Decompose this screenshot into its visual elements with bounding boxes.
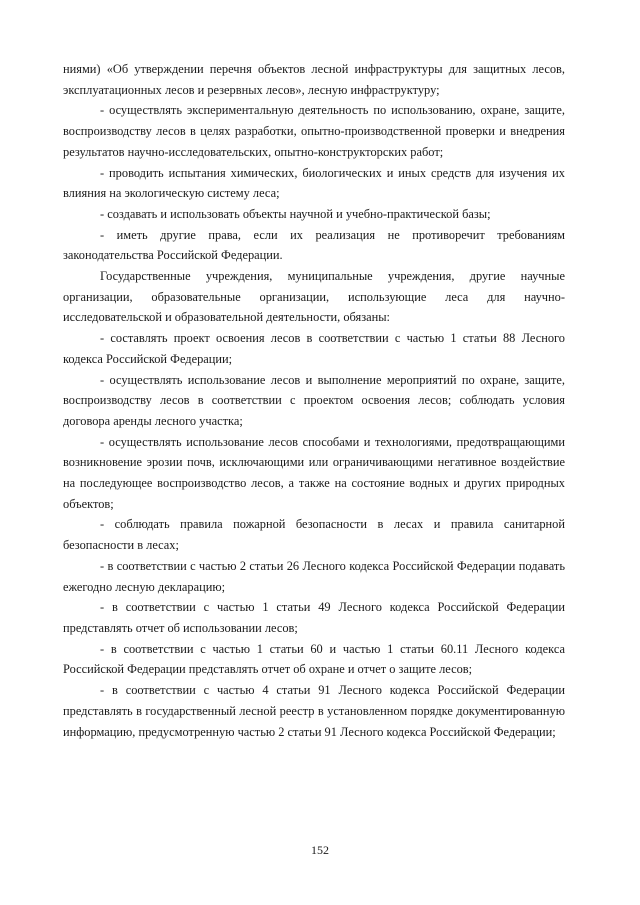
paragraph: - осуществлять использование лесов способами и технологиями, предотвращающими возникновение эрозии почв, исключающими или ограничивающими негативное воздействие на последующее воспроизводство лесов, а также на состояние водных и других природных объектов;	[63, 434, 565, 511]
paragraph: - в соответствии с частью 1 статьи 60 и частью 1 статьи 60.11 Лесного кодекса Российской Федерации представлять отчет об охране и отчет о защите лесов;	[63, 641, 565, 677]
paragraph: - в соответствии с частью 2 статьи 26 Лесного кодекса Российской Федерации подавать ежегодно лесную декларацию;	[63, 558, 565, 594]
paragraph: - создавать и использовать объекты научной и учебно-практической базы;	[100, 206, 491, 221]
document-body	[63, 59, 565, 742]
paragraph: - осуществлять экспериментальную деятельность по использованию, охране, защите, воспроизводству лесов в целях разработки, опытно-производственной проверки и внедрения результатов научно-исследовательских, опытно-конструкторских работ;	[63, 103, 565, 159]
paragraph: - иметь другие права, если их реализация не противоречит требованиям законодательства Российской Федерации.	[63, 227, 565, 263]
paragraph: - проводить испытания химических, биологических и иных средств для изучения их влияния на экологическую систему леса;	[63, 165, 565, 201]
paragraph: - в соответствии с частью 4 статьи 91 Лесного кодекса Российской Федерации представлять в государственный лесной реестр в установленном порядке документированную информацию, предусмотренную частью 2 статьи 91 Лесного кодекса Российской Федерации;	[63, 683, 565, 739]
paragraph: - в соответствии с частью 1 статьи 49 Лесного кодекса Российской Федерации представлять отчет об использовании лесов;	[63, 600, 565, 635]
paragraph: - соблюдать правила пожарной безопасности в лесах и правила санитарной безопасности в лесах;	[63, 517, 565, 553]
paragraph: Государственные учреждения, муниципальные учреждения, другие научные организации, образовательные организации, использующие леса для научно-исследовательской и образовательной деятельности, обязаны:	[63, 269, 565, 325]
paragraph: - составлять проект освоения лесов в соответствии с частью 1 статьи 88 Лесного кодекса Российской Федерации;	[63, 331, 565, 366]
paragraph: ниями) «Об утверждении перечня объектов лесной инфраструктуры для защитных лесов, эксплуатационных лесов и резервных лесов», лесную инфраструктуру;	[63, 62, 565, 97]
page-number: 152	[311, 843, 329, 857]
paragraph: - осуществлять использование лесов и выполнение мероприятий по охране, защите, воспроизводству лесов в соответствии с проектом освоения лесов; соблюдать условия договора аренды лесного участка;	[63, 372, 565, 428]
